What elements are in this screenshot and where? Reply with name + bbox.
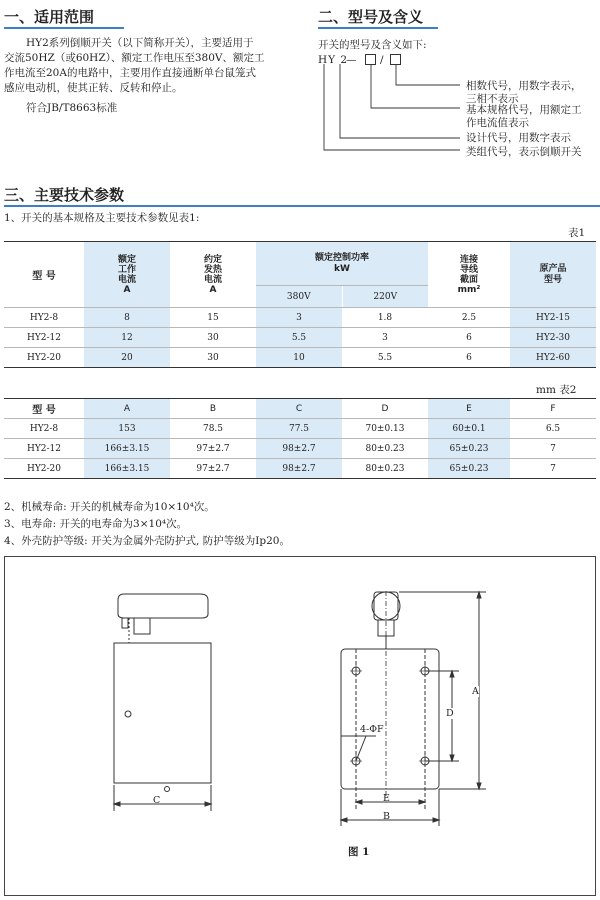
table1-header-model: 型 号	[4, 242, 84, 308]
model-code-slash: /	[380, 54, 384, 66]
table1-caption: 表1	[568, 227, 586, 239]
table1-header-380v: 380V	[256, 286, 342, 308]
table2-header: F	[510, 399, 596, 419]
table1-header-control-power: 额定控制功率 kW	[256, 242, 428, 286]
model-note: 基本规格代号，用额定工	[466, 104, 582, 116]
model-note: 三相不表示	[466, 93, 519, 105]
dim-label-hole: 4-ΦF	[360, 724, 384, 735]
table2-header: B	[170, 399, 256, 419]
table2-caption: mm 表2	[536, 384, 577, 396]
section2-rule	[318, 27, 438, 29]
table1	[4, 241, 596, 368]
model-intro: 开关的型号及含义如下:	[318, 39, 427, 51]
table1-intro: 1、开关的基本规格及主要技术参数见表1:	[4, 212, 200, 224]
model-note: 相数代号，用数字表示，	[466, 80, 582, 92]
table-row: HY2-20 20 30 10 5.5 6 HY2-60	[4, 348, 596, 368]
section1-line: 作电流至20A的电路中，主要用作直接通断单台鼠笼式	[4, 67, 256, 79]
side-screw	[125, 711, 131, 717]
table-row: HY2-20 166±3.15 97±2.7 98±2.7 80±0.23 65±0.23 7	[4, 459, 596, 479]
table-row: HY2-12 166±3.15 97±2.7 98±2.7 80±0.23 65±0.23 7	[4, 439, 596, 459]
table1-header-rated-current: 额定 工作 电流 A	[84, 242, 170, 308]
section1-line: HY2系列倒顺开关（以下简称开关），主要适用于	[26, 37, 254, 49]
model-note: 设计代号，用数字表示	[466, 132, 571, 144]
table2-header: C	[256, 399, 342, 419]
table2-header: D	[342, 399, 428, 419]
life-note: 2、机械寿命: 开关的机械寿命为10×10⁴次。	[4, 501, 215, 513]
dim-label-a: A	[472, 686, 479, 697]
table1-header-thermal-current: 约定 发热 电流 A	[170, 242, 256, 308]
model-note: 类组代号，表示倒顺开关	[466, 146, 582, 158]
dim-label-b: B	[383, 811, 390, 822]
side-body	[114, 643, 211, 783]
dimension-drawing	[4, 556, 596, 896]
table2-header: E	[428, 399, 510, 419]
table-row: HY2-8 8 15 3 1.8 2.5 HY2-15	[4, 308, 596, 328]
section1-line: 交流50HZ（或60HZ）、额定工作电压至380V、额定工	[4, 52, 265, 64]
model-code-prefix: HY 2	[318, 54, 349, 66]
side-handle	[118, 594, 208, 618]
section3-title: 三、主要技术参数	[4, 186, 125, 204]
table1-header-old-model: 原产品 型号	[510, 242, 596, 308]
section1-title: 一、适用范围	[4, 8, 95, 26]
model-note: 作电流值表示	[466, 117, 529, 129]
life-note: 4、外壳防护等级: 开关为金属外壳防护式, 防护等级为Ip20。	[4, 535, 290, 547]
table2	[4, 398, 596, 479]
table-row: HY2-8 153 78.5 77.5 70±0.13 60±0.1 6.5	[4, 419, 596, 439]
section2-title: 二、型号及含义	[318, 8, 424, 26]
dim-label-e: E	[383, 793, 390, 804]
table2-header: 型 号	[4, 399, 84, 419]
dim-label-c: C	[153, 795, 161, 806]
section1-standard: 符合JB/T8663标准	[26, 102, 118, 114]
life-note: 3、电寿命: 开关的电寿命为3×10⁴次。	[4, 518, 188, 530]
dim-label-d: D	[446, 708, 454, 719]
section3-rule	[4, 205, 600, 207]
table2-header: A	[84, 399, 170, 419]
table1-header-220v: 220V	[342, 286, 428, 308]
section1-line: 感应电动机，使其正转、反转和停止。	[4, 82, 183, 94]
model-code-dash: —	[346, 54, 357, 66]
model-leader-lines	[310, 64, 470, 160]
section1-rule	[4, 27, 124, 29]
table-row: HY2-12 12 30 5.5 3 6 HY2-30	[4, 328, 596, 348]
figure-caption: 图 1	[348, 846, 370, 858]
table1-header-wire: 连接 导线 截面 mm²	[428, 242, 510, 308]
